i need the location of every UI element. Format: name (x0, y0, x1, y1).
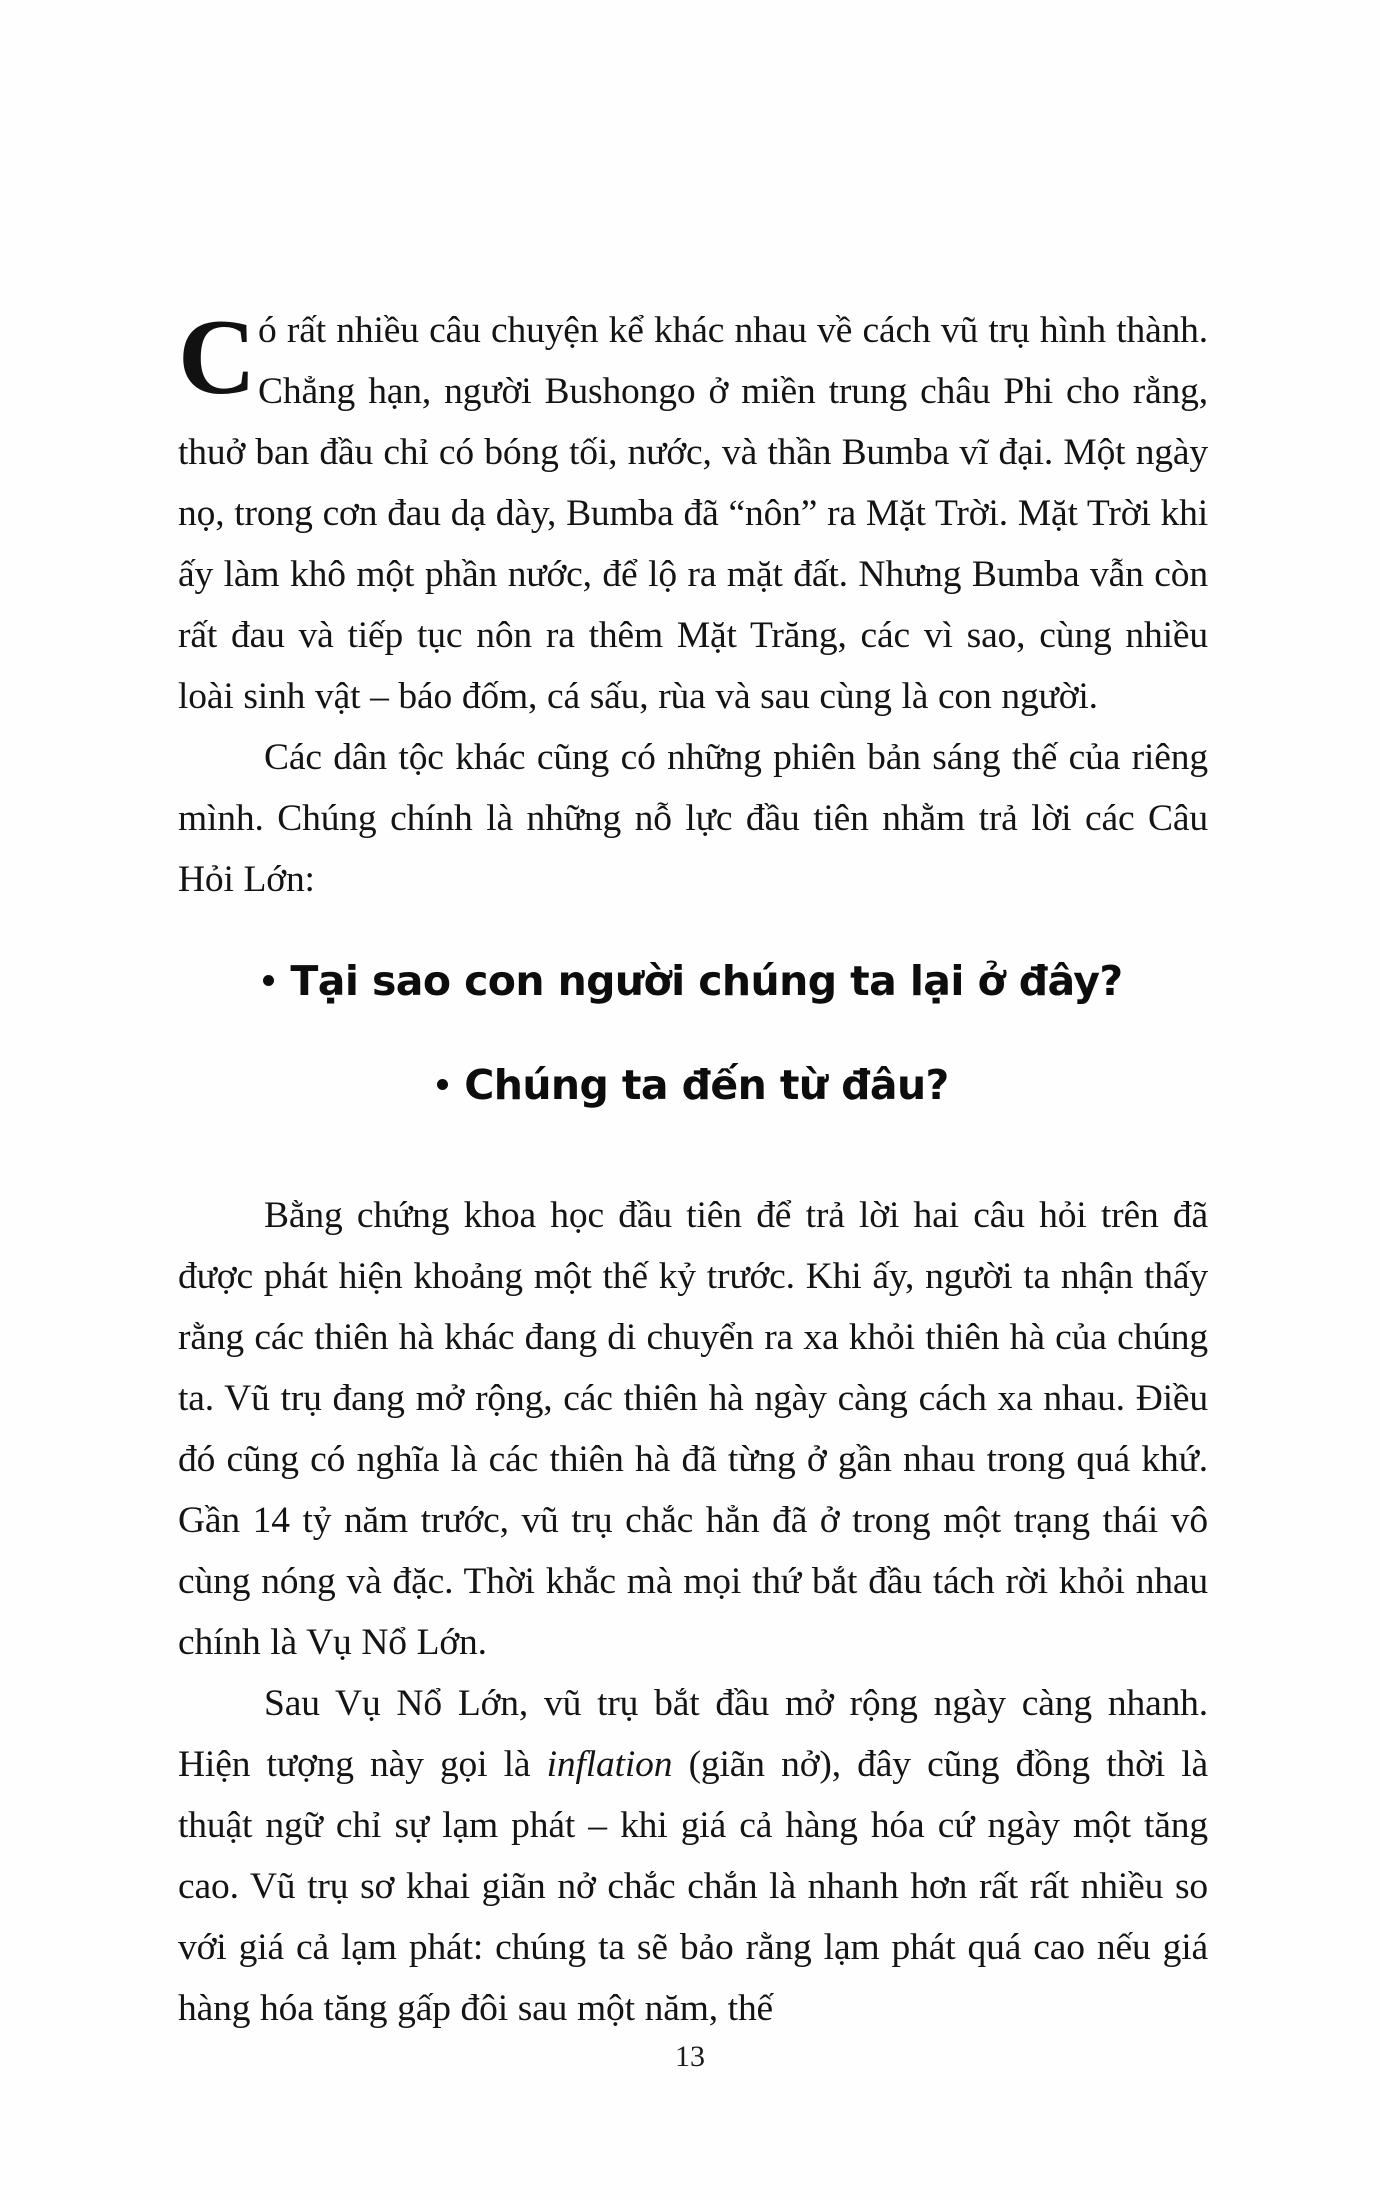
paragraph-inflation-part1: Sau Vụ Nổ Lớn, vũ trụ bắt đầu mở rộng ngày càng nhanh. Hiện tượng này gọi là (178, 1683, 1208, 1785)
page-text-body-lower (178, 1185, 1208, 2039)
bullet-dot-icon (263, 975, 274, 986)
paragraph-scientific-evidence: Bằng chứng khoa học đầu tiên để trả lời hai câu hỏi trên đã được phát hiện khoảng một thế kỷ trước. Khi ấy, người ta nhận thấy rằng các thiên hà khác đang di chuyển ra xa khỏi thiên hà của chúng ta. Vũ trụ đang mở rộng, các thiên hà ngày càng cách xa nhau. Điều đó cũng có nghĩa là các thiên hà đã từng ở gần nhau trong quá khứ. Gần 14 tỷ năm trước, vũ trụ chắc hẳn đã ở trong một trạng thái vô cùng nóng và đặc. Thời khắc mà mọi thứ bắt đầu tách rời khỏi nhau chính là Vụ Nổ Lớn. (178, 1195, 1208, 1663)
paragraph-inflation-part2: (giãn nở), đây cũng đồng thời là thuật ngữ chỉ sự lạm phát – khi giá cả hàng hóa cứ ngày một tăng cao. Vũ trụ sơ khai giãn nở chắc chắn là nhanh hơn rất rất nhiều so với giá cả lạm phát: chúng ta sẽ bảo rằng lạm phát quá cao nếu giá hàng hóa tăng gấp đôi sau một năm, thế (178, 1744, 1208, 2029)
page-number: 13 (675, 2040, 705, 2073)
bullet-dot-icon (437, 1079, 448, 1090)
paragraph-opening-text: ó rất nhiều câu chuyện kể khác nhau về cách vũ trụ hình thành. Chẳng hạn, người Bushongo ở miền trung châu Phi cho rằng, thuở ban đầu chỉ có bóng tối, nước, và thần Bumba vĩ đại. Một ngày nọ, trong cơn đau dạ dày, Bumba đã “nôn” ra Mặt Trời. Mặt Trời khi ấy làm khô một phần nước, để lộ ra mặt đất. Nhưng Bumba vẫn còn rất đau và tiếp tục nôn ra thêm Mặt Trăng, các vì sao, cùng nhiều loài sinh vật – báo đốm, cá sấu, rùa và sau cùng là con người. (178, 310, 1208, 717)
page-text-body (178, 300, 1208, 910)
big-questions-list (178, 955, 1208, 1111)
big-question-item-1 (178, 955, 1208, 1007)
paragraph-inflation (178, 1673, 1208, 2039)
big-question-item-2 (178, 1059, 1208, 1111)
big-question-1-label: Tại sao con người chúng ta lại ở đây? (290, 957, 1123, 1005)
big-question-2-label: Chúng ta đến từ đâu? (464, 1061, 949, 1109)
paragraph-other-peoples: Các dân tộc khác cũng có những phiên bản sáng thế của riêng mình. Chúng chính là những nỗ lực đầu tiên nhằm trả lời các Câu Hỏi Lớn: (178, 737, 1208, 900)
paragraph-opening (178, 300, 1208, 727)
drop-cap-letter: C (178, 298, 254, 417)
term-inflation-italic: inflation (546, 1744, 673, 1785)
